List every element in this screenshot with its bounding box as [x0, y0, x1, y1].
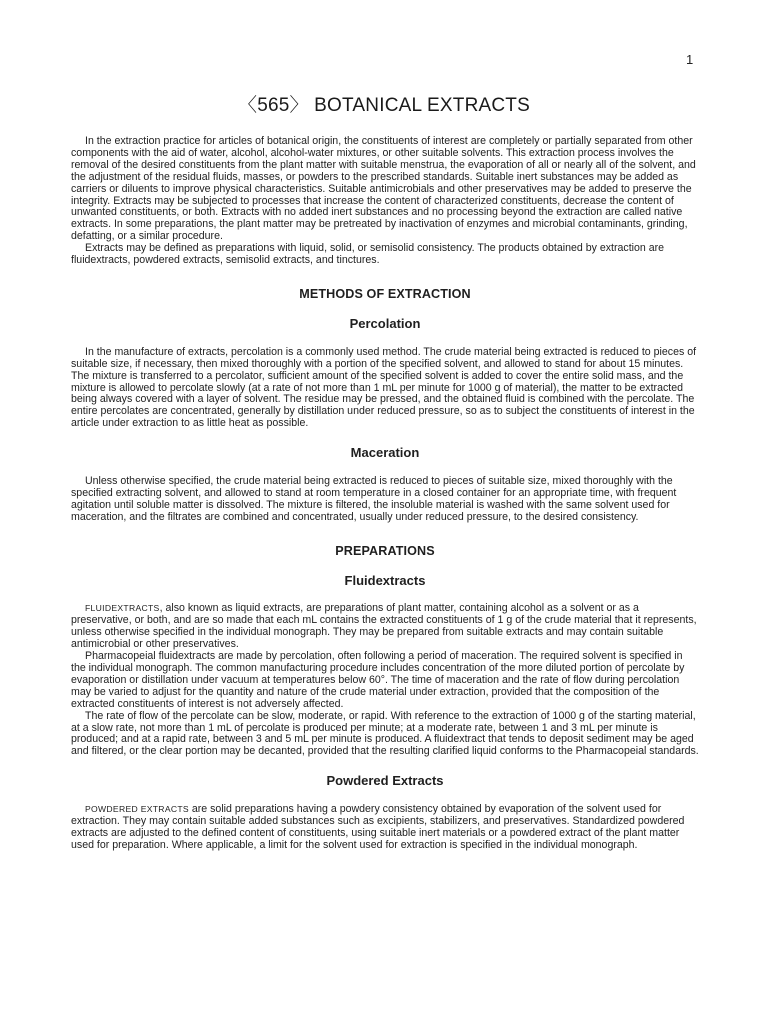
- section-heading-preparations: PREPARATIONS: [335, 543, 435, 558]
- subsection-heading-fluidextracts: Fluidextracts: [344, 572, 426, 588]
- document-body: [71, 136, 699, 852]
- powdered-extracts-paragraph: [71, 804, 699, 852]
- percolation-paragraph: In the manufacture of extracts, percolation is a commonly used method. The crude material being extracted is reduced to pieces of suitable size, if necessary, then mixed thoroughly with a portion of the specified solvent, and allowed to stand for about 15 minutes. The mixture is transferred to a percolator, sufficient amount of the specified solvent is added to cover the entire solid mass, and the mixture is allowed to percolate slowly (at a rate of not more than 1 mL per minute for 1000 g of material), the matter to be extracted being always covered with a layer of solvent. The residue may be pressed, and the obtained fluid is combined with the percolate. The entire percolates are concentrated, generally by distillation under reduced pressure, so as to subject the constituents of interest in the article under extraction to as little heat as possible.: [71, 345, 697, 430]
- page-number: 1: [686, 52, 694, 67]
- powdered-extracts-lead-term: POWDERED EXTRACTS: [85, 804, 189, 815]
- page-title: 〈565〉 BOTANICAL EXTRACTS: [238, 95, 530, 116]
- section-heading-methods: METHODS OF EXTRACTION: [299, 286, 471, 301]
- fluidextracts-lead-term: FLUIDEXTRACTS: [85, 603, 160, 614]
- fluidextracts-paragraph-2: Pharmacopeial fluidextracts are made by percolation, often following a period of maceration. The required solvent is specified in the individual monograph. The common manufacturing procedure includes concentration of the more diluted portion of percolate by evaporation or distillation under vacuum at temperatures below 60°. The time of maceration and the rate of flow during percolation may be varied to adjust for the quantity and nature of the crude material under extraction, provided that the composition of the extracted constituents of interest is not adversely affected.: [71, 650, 685, 710]
- subsection-heading-powdered-extracts: Powdered Extracts: [326, 773, 444, 789]
- subsection-heading-percolation: Percolation: [349, 315, 421, 331]
- fluidextracts-paragraph-3: The rate of flow of the percolate can be slow, moderate, or rapid. With reference to the extraction of 1000 g of the starting material, at a slow rate, not more than 1 mL of percolate is produced per minute; at a moderate rate, between 1 and 3 mL per minute is produced; and at a rapid rate, between 3 and 5 mL per minute is produced. A fluidextract that tends to deposit sediment may be aged and filtered, or the clear portion may be decanted, provided that the resulting clarified liquid conforms to the Pharmacopeial standards.: [71, 709, 699, 758]
- fluidextracts-paragraph-1-text: , also known as liquid extracts, are preparations of plant matter, containing alcohol as a solvent or as a preservative, or both, and are so made that each mL contains the extracted constituents of 1 g of the crude material that it represents, unless otherwise specified in the individual monograph. They may be prepared from suitable extracts and may contain suitable antimicrobial or other preservatives.: [71, 602, 697, 651]
- intro-paragraph-1: In the extraction practice for articles of botanical origin, the constituents of interest are completely or partially separated from other components with the aid of water, alcohol, alcohol-water mixtures, or other suitable solvents. This extraction process involves the removal of the desired constituents from the plant matter with suitable menstrua, the evaporation of all or nearly all of the solvent, and the adjustment of the residual fluids, masses, or powders to the prescribed standards. Suitable inert substances may be added as carriers or diluents to improve physical characteristics. Suitable antimicrobials and other preservatives may be added to preserve the integrity. Extracts may be subjected to processes that increase the content of characterized constituents, decrease the content of unwanted constituents, or both. Extracts with no added inert substances and no processing beyond the extraction are called native extracts. In some preparations, the plant matter may be pretreated by inactivation of enzymes and microbial contaminants, grinding, defatting, or a similar procedure.: [71, 135, 696, 243]
- maceration-paragraph: Unless otherwise specified, the crude material being extracted is reduced to pieces of suitable size, mixed thoroughly with the specified extracting solvent, and allowed to stand at room temperature in a closed container for an appropriate time, with frequent agitation until soluble matter is dissolved. The mixture is filtered, the insoluble material is washed with the same solvent used for maceration, and the filtrates are combined and concentrated, usually under reduced pressure, to the desired consistency.: [71, 475, 677, 523]
- powdered-extracts-paragraph-text: are solid preparations having a powdery consistency obtained by evaporation of the solvent used for extraction. They may contain suitable added substances such as excipients, stabilizers, and preservatives. Standardized powdered extracts are adjusted to the defined content of constituents, using suitable inert materials or a powdered extract of the plant matter used for preparation. Where applicable, a limit for the solvent used for extraction is specified in the individual monograph.: [71, 803, 685, 851]
- fluidextracts-paragraph-1: [71, 603, 699, 651]
- subsection-heading-maceration: Maceration: [350, 445, 420, 461]
- intro-paragraph-2: Extracts may be defined as preparations with liquid, solid, or semisolid consistency. The products obtained by extraction are fluidextracts, powdered extracts, semisolid extracts, and tinctures.: [71, 242, 665, 267]
